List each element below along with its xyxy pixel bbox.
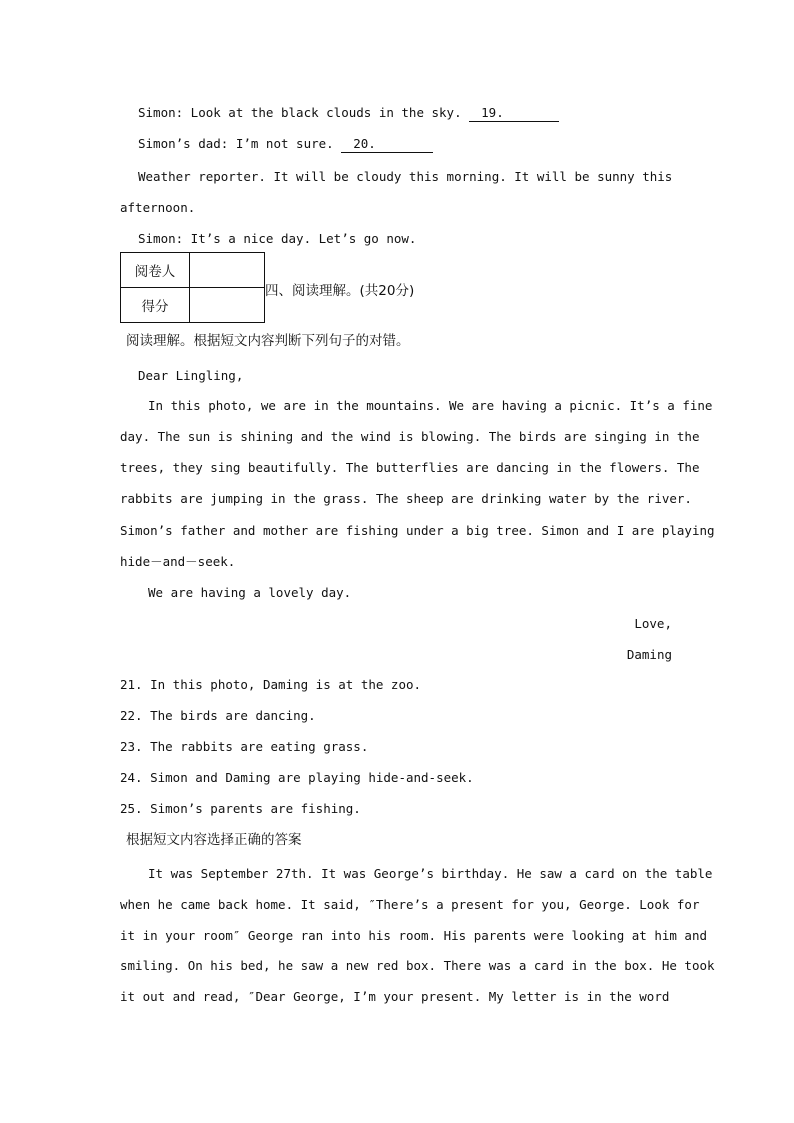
dialogue-line-simon: Simon: Look at the black clouds in the sky. 19. [138,105,559,122]
question-23: 23. The rabbits are eating grass. [120,739,369,754]
dialogue-line-reporter-cont: afternoon. [120,200,196,215]
question-21: 21. In this photo, Daming is at the zoo. [120,677,422,692]
letter-line: hide－and－seek. [120,554,236,569]
letter-line: Simon’s father and mother are fishing under a big tree. Simon and I are playing [120,523,715,538]
score-field[interactable] [190,288,265,323]
dialogue-line-dad: Simon’s dad: I’m not sure. 20. [138,136,433,153]
score-label: 得分 [121,288,190,323]
story-line: it out and read, ″Dear George, I’m your present. My letter is in the word [120,989,670,1004]
story-line: it in your room″ George ran into his room. His parents were looking at him and [120,928,707,943]
letter-line: day. The sun is shining and the wind is blowing. The birds are singing in the [120,429,700,444]
letter-salutation: Dear Lingling, [138,368,244,383]
letter-line: We are having a lovely day. [148,585,352,600]
question-24: 24. Simon and Daming are playing hide-and-seek. [120,770,474,785]
answer-blank-20[interactable]: 20. [341,136,433,153]
part1-instruction: 阅读理解。根据短文内容判断下列句子的对错。 [126,333,410,349]
section-title: 四、阅读理解。(共20分) [265,283,415,299]
story-line: It was September 27th. It was George’s birthday. He saw a card on the table [148,866,713,881]
question-25: 25. Simon’s parents are fishing. [120,801,361,816]
letter-signature: Daming [626,647,672,662]
answer-blank-19[interactable]: 19. [469,105,559,122]
dialogue-line-simon-2: Simon: It’s a nice day. Let’s go now. [138,231,417,246]
letter-line: rabbits are jumping in the grass. The sheep are drinking water by the river. [120,491,692,506]
story-line: smiling. On his bed, he saw a new red box. There was a card in the box. He took [120,958,715,973]
score-table [120,252,265,323]
letter-closing: Love, [634,616,672,631]
dialogue-line-reporter: Weather reporter. It will be cloudy this morning. It will be sunny this [138,169,673,184]
story-line: when he came back home. It said, ″There’s a present for you, George. Look for [120,897,700,912]
letter-line: trees, they sing beautifully. The butterflies are dancing in the flowers. The [120,460,700,475]
reviewer-field[interactable] [190,253,265,288]
reviewer-label: 阅卷人 [121,253,190,288]
question-22: 22. The birds are dancing. [120,708,316,723]
letter-line: In this photo, we are in the mountains. We are having a picnic. It’s a fine [148,398,713,413]
part2-instruction: 根据短文内容选择正确的答案 [126,832,302,848]
